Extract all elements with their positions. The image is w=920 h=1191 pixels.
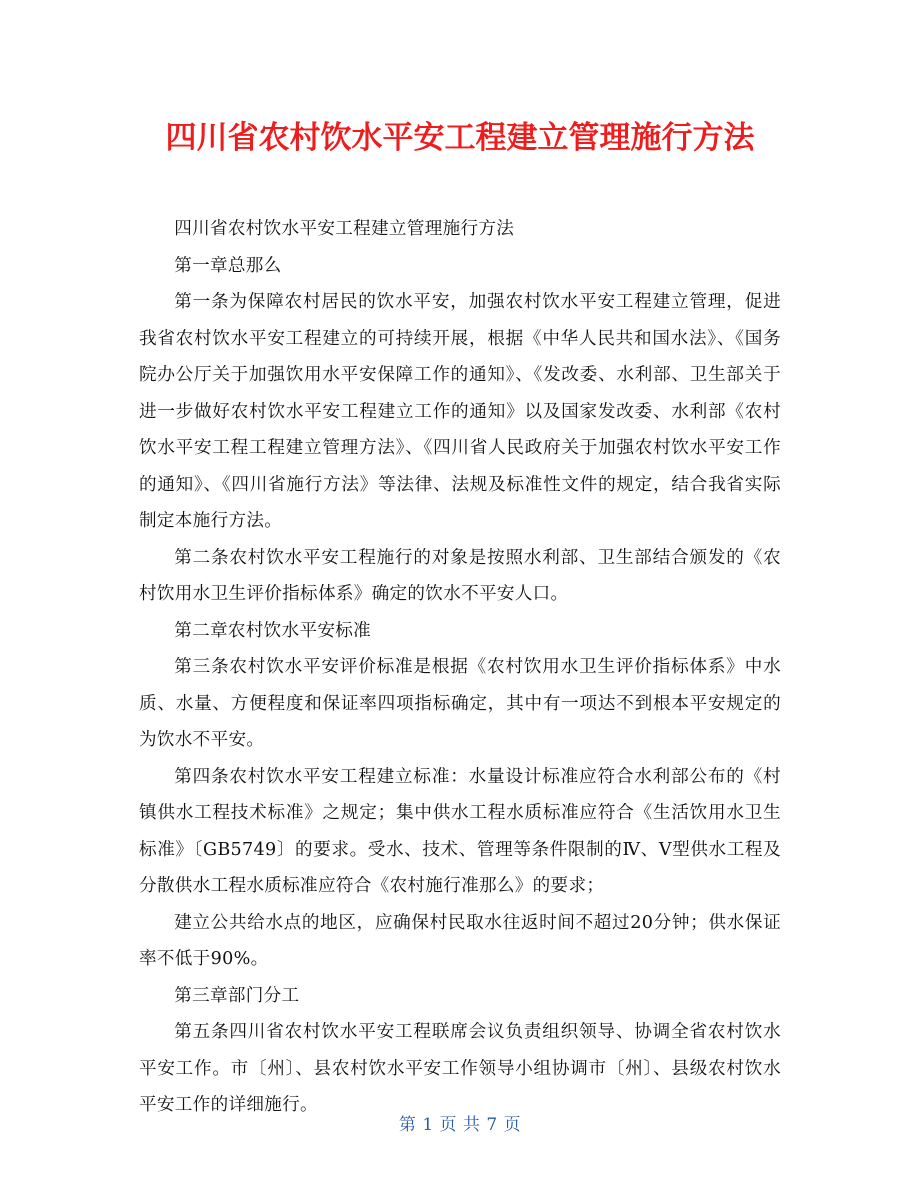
- chapter-heading-3: 第三章部门分工: [174, 985, 300, 1006]
- paragraph-subtitle: 四川省农村饮水平安工程建立管理施行方法: [174, 219, 515, 239]
- article-5-paragraph: 第五条四川省农村饮水平安工程联席会议负责组织领导、协调全省农村饮水平安工作。市〔州〕、县农村饮水平安工作领导小组协调市〔州〕、县级农村饮水平安工作的详细施行。: [139, 1022, 781, 1115]
- document-body: [139, 211, 781, 1124]
- article-1-paragraph: 第一条为保障农村居民的饮水平安，加强农村饮水平安工程建立管理，促进我省农村饮水平安工程建立的可持续开展，根据《中华人民共和国水法》、《国务院办公厅关于加强饮用水平安保障工作的通知》、《发改委、水利部、卫生部关于进一步做好农村饮水平安工程建立工作的通知》以及国家发改委、水利部《农村饮水平安工程工程建立管理方法》、《四川省人民政府关于加强农村饮水平安工作的通知》、《四川省施行方法》等法律、法规及标准性文件的规定，结合我省实际制定本施行方法。: [139, 292, 781, 531]
- page-number-footer: 第 1 页 共 7 页: [398, 1115, 522, 1135]
- article-2-paragraph: 第二条农村饮水平安工程施行的对象是按照水利部、卫生部结合颁发的《农村饮用水卫生评价指标体系》确定的饮水不平安人口。: [139, 547, 781, 604]
- article-4-paragraph: 第四条农村饮水平安工程建立标准：水量设计标准应符合水利部公布的《村镇供水工程技术标准》之规定；集中供水工程水质标准应符合《生活饮用水卫生标准》〔GB5749〕的要求。受水、技术、管理等条件限制的Ⅳ、Ⅴ型供水工程及分散供水工程水质标准应符合《农村施行准那么》的要求；: [139, 766, 781, 896]
- water-point-paragraph: 建立公共给水点的地区，应确保村民取水往返时间不超过20分钟；供水保证率不低于90%。: [139, 912, 781, 969]
- article-3-paragraph: 第三条农村饮水平安评价标准是根据《农村饮用水卫生评价指标体系》中水质、水量、方便程度和保证率四项指标确定，其中有一项达不到根本平安规定的为饮水不平安。: [139, 657, 781, 750]
- chapter-heading-2: 第二章农村饮水平安标准: [174, 620, 372, 641]
- chapter-heading-1: 第一章总那么: [174, 255, 282, 276]
- document-title: 四川省农村饮水平安工程建立管理施行方法: [165, 120, 755, 156]
